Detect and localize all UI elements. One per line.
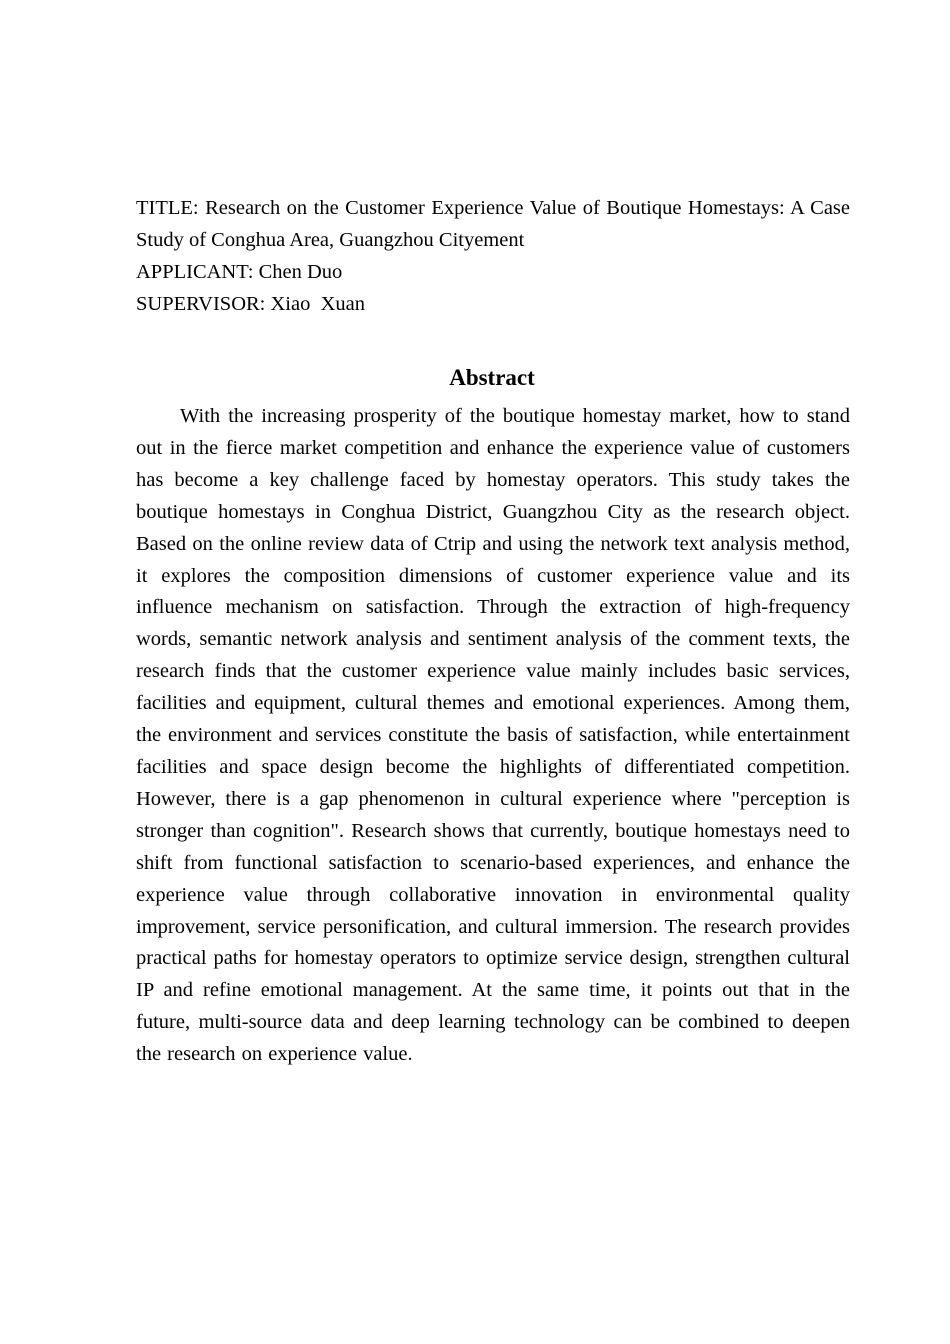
supervisor-label: SUPERVISOR: bbox=[136, 293, 266, 315]
thesis-metadata bbox=[136, 192, 850, 320]
applicant-line bbox=[136, 256, 850, 288]
abstract-heading: Abstract bbox=[449, 365, 535, 390]
applicant-value: Chen Duo bbox=[258, 261, 343, 283]
supervisor-value: Xiao Xuan bbox=[270, 293, 366, 315]
supervisor-line bbox=[136, 288, 850, 320]
document-content bbox=[136, 192, 850, 1071]
title-value: Research on the Customer Experience Value of Boutique Homestays: A Case Study of Conghua Area, Guangzhou Cityement bbox=[136, 197, 851, 251]
applicant-label: APPLICANT: bbox=[136, 261, 254, 283]
title-label: TITLE: bbox=[136, 197, 199, 219]
title-line bbox=[136, 192, 850, 256]
abstract-body: With the increasing prosperity of the boutique homestay market, how to stand out in the fierce market competition and enhance the experience value of customers has become a key challenge faced by homestay operators. This study takes the boutique homestays in Conghua District, Guangzhou City as the research object. Based on the online review data of Ctrip and using the network text analysis method, it explores the composition dimensions of customer experience value and its influence mechanism on satisfaction. Through the extraction of high-frequency words, semantic network analysis and sentiment analysis of the comment texts, the research finds that the customer experience value mainly includes basic services, facilities and equipment, cultural themes and emotional experiences. Among them, the environment and services constitute the basis of satisfaction, while entertainment facilities and space design become the highlights of differentiated competition. However, there is a gap phenomenon in cultural experience where "perception is stronger than cognition". Research shows that currently, boutique homestays need to shift from functional satisfaction to scenario-based experiences, and enhance the experience value through collaborative innovation in environmental quality improvement, service personification, and cultural immersion. The research provides practical paths for homestay operators to optimize service design, strengthen cultural IP and refine emotional management. At the same time, it points out that in the future, multi-source data and deep learning technology can be combined to deepen the research on experience value. bbox=[136, 405, 850, 1066]
